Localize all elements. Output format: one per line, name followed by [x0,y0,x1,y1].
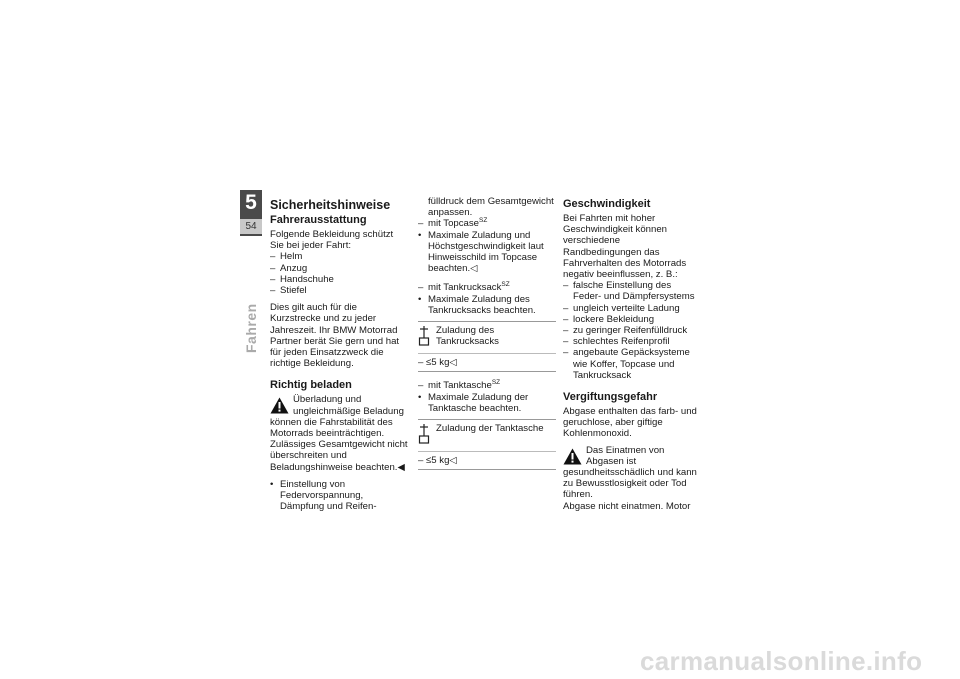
load-bullets [270,479,408,513]
clothing-list [270,251,408,296]
tanktasche-load-box [418,419,556,470]
list-item: – Helm [270,251,408,262]
list-item: • Maximale Zuladung des Tankrucksacks beachten. [418,294,556,316]
list-item: – zu geringer Reifenfülldruck [563,325,701,336]
warning-text: Überladung und ungleichmäßige Beladung können die Fahrstabilität des Motorrads beeinträchtigen. [270,394,404,440]
list-item: – ungleich verteilte Ladung [563,303,701,314]
list-item: – Stiefel [270,285,408,296]
warning-text: Das Einatmen von Abgasen ist gesundheitsschädlich und kann zu Bewusstlosigkeit oder Tod führen. [563,444,697,501]
chapter-tab [240,190,262,236]
warning-triangle-icon [270,397,289,414]
list-item: • Maximale Zuladung und Höchstgeschwindigkeit laut Hinweisschild im Topcase beachten.◁ [418,230,556,275]
page-number: 54 [240,219,262,234]
poison-last: Abgase nicht einatmen. Motor [563,500,691,512]
list-item: – Handschuhe [270,274,408,285]
box-title: Zuladung des Tankrucksacks [436,325,499,348]
topcase-list [418,218,556,229]
tanktasche-list [418,380,556,391]
list-item: – schlechtes Reifenprofil [563,336,701,347]
heading-fahrerausstattung: Fahrerausstattung [270,214,367,226]
continued-text: fülldruck dem Gesamtgewicht anpassen. [428,196,554,219]
list-item: – Anzug [270,263,408,274]
clothing-paragraph: Dies gilt auch für die Kurzstrecke und zu jeder Jahreszeit. Ihr BMW Motorrad Partner berät Sie gern und hat für jeden Einsatzzweck die richtige Bekleidung. [270,302,400,370]
list-item: – lockere Bekleidung [563,314,701,325]
tankrucksack-list [418,282,556,293]
chapter-number: 5 [245,191,257,214]
warning-block [270,394,408,439]
box-value: – ≤5 kg◁ [418,357,457,369]
poison-paragraph: Abgase enthalten das farb- und geruchlose, aber giftige Kohlenmonoxid. [563,406,697,440]
box-title: Zuladung der Tanktasche [436,423,544,435]
column-3 [563,198,701,512]
page-title: Sicherheitshinweise [270,198,391,212]
list-item: • Maximale Zuladung der Tanktasche beachten. [418,392,556,414]
speed-intro: Bei Fahrten mit hoher Geschwindigkeit können verschiedene Randbedingungen das Fahrverhalten des Motorrads negativ beeinflussen, z. B.: [563,213,687,281]
list-item: – angebaute Gepäcksysteme wie Koffer, Topcase und Tankrucksack [563,347,701,381]
list-item: • Einstellung von Federvorspannung, Dämpfung und Reifen- [270,479,408,513]
list-item: – mit Topcase$^{SZ}$ [418,218,556,229]
heading-vergiftungsgefahr: Vergiftungsgefahr [563,391,658,404]
heading-geschwindigkeit: Geschwindigkeit [563,198,651,210]
sz-marker: SZ [491,379,501,387]
tanktasche-bullets [418,392,556,414]
load-paragraph: Zulässiges Gesamtgewicht nicht überschreiten und Beladungshinweise beachten.◀ [270,439,408,473]
weight-icon [418,423,436,447]
column-2 [418,196,556,476]
list-item: – falsche Einstellung des Feder- und Dämpfersystems [563,280,701,302]
chapter-label: Fahren [243,303,259,353]
column-1 [270,198,408,512]
tankrucksack-load-box [418,321,556,372]
warning-triangle-icon [563,448,582,465]
box-value: – ≤5 kg◁ [418,455,457,467]
list-item: – mit Tankrucksack$^{SZ}$ [418,282,556,293]
sz-marker: SZ [479,217,488,225]
speed-list [563,280,701,381]
weight-icon [418,325,436,349]
tankrucksack-bullets [418,294,556,316]
sz-marker: SZ [501,281,510,289]
list-item: – mit Tanktasche$^{SZ}$ [418,380,556,391]
warning-block [563,445,701,501]
watermark: carmanualsonline.info [640,646,923,676]
intro-text: Folgende Bekleidung schützt Sie bei jeder Fahrt: [270,229,394,252]
heading-richtig-beladen: Richtig beladen [270,379,352,392]
topcase-bullets [418,230,556,275]
